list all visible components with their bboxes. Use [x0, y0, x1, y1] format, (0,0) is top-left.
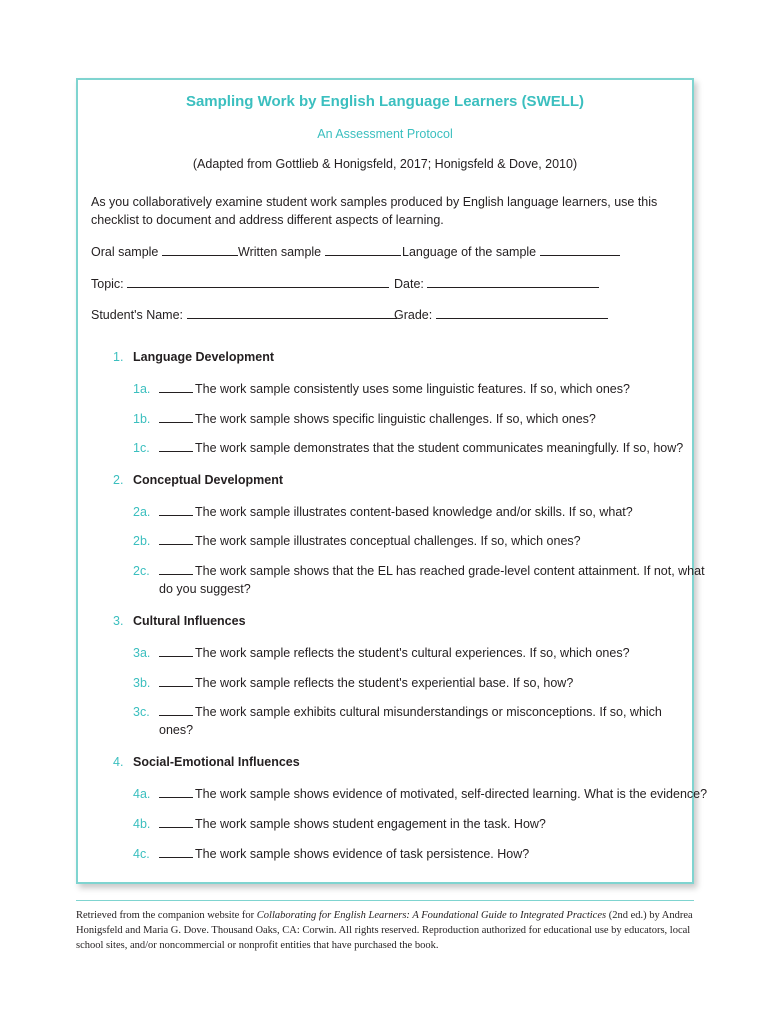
item-code: 4c. — [133, 847, 150, 861]
section-conceptual-development — [113, 473, 283, 487]
item-code: 3c. — [133, 705, 150, 719]
item-text: The work sample shows student engagement in the task. How? — [195, 817, 546, 831]
item-text-continued: ones? — [159, 723, 194, 737]
checkmark-blank[interactable] — [159, 564, 193, 575]
checklist-item-1a — [133, 380, 630, 398]
section-number: 3. — [113, 614, 124, 628]
section-title: Language Development — [133, 350, 274, 364]
checklist-item-2a — [133, 503, 633, 521]
item-code: 2b. — [133, 534, 151, 548]
oral-sample-field[interactable] — [91, 245, 238, 259]
oral-sample-label: Oral sample — [91, 245, 159, 259]
item-text: The work sample shows evidence of task persistence. How? — [195, 847, 530, 861]
instructions-paragraph: As you collaboratively examine student work samples produced by English language learners, use this checklist to document and address different aspects of learning. — [91, 195, 658, 227]
language-sample-field[interactable] — [402, 245, 620, 259]
checklist-item-4a — [133, 785, 707, 803]
item-code: 2c. — [133, 564, 150, 578]
item-code: 4b. — [133, 817, 151, 831]
topic-blank[interactable] — [127, 277, 389, 288]
footer-book-title: Collaborating for English Learners: A Foundational Guide to Integrated Practices — [256, 910, 607, 921]
language-sample-label: Language of the sample — [402, 245, 537, 259]
section-title: Cultural Influences — [133, 614, 246, 628]
item-code: 1c. — [133, 441, 150, 455]
section-number: 2. — [113, 473, 124, 487]
grade-field[interactable] — [394, 308, 608, 322]
checkmark-blank[interactable] — [159, 787, 193, 798]
footer-suffix: (2nd ed.) by Andrea Honigsfeld and Maria G. Dove. Thousand Oaks, CA: Corwin. All rights reserved. Reproduction authorized for educational use by educators, local school sites, and/or noncommercial or nonprofit entities that have purchased the book. — [76, 910, 693, 951]
item-text-continued: do you suggest? — [159, 582, 251, 596]
checkmark-blank[interactable] — [159, 847, 193, 858]
item-text: The work sample shows specific linguistic challenges. If so, which ones? — [195, 412, 596, 426]
section-social-emotional-influences — [113, 755, 300, 769]
checkmark-blank[interactable] — [159, 676, 193, 687]
checklist-item-3c — [133, 703, 662, 739]
topic-label: Topic: — [91, 277, 124, 291]
item-code: 3b. — [133, 676, 151, 690]
source-citation: (Adapted from Gottlieb & Honigsfeld, 2017; Honigsfeld & Dove, 2010) — [192, 157, 578, 171]
item-text: The work sample reflects the student's cultural experiences. If so, which ones? — [195, 646, 630, 660]
checkmark-blank[interactable] — [159, 441, 193, 452]
oral-sample-blank[interactable] — [162, 245, 238, 256]
item-text: The work sample reflects the student's experiential base. If so, how? — [195, 676, 574, 690]
document-title: Sampling Work by English Language Learners (SWELL) — [185, 93, 585, 110]
grade-blank[interactable] — [436, 308, 608, 319]
checklist-item-1b — [133, 410, 596, 428]
topic-field[interactable] — [91, 277, 389, 291]
checklist-item-4b — [133, 815, 546, 833]
item-text: The work sample shows evidence of motivated, self-directed learning. What is the evidence? — [195, 787, 708, 801]
written-sample-blank[interactable] — [325, 245, 401, 256]
date-label: Date: — [394, 277, 424, 291]
section-number: 4. — [113, 755, 124, 769]
item-code: 1b. — [133, 412, 151, 426]
student-name-label: Student's Name: — [91, 308, 184, 322]
item-text: The work sample exhibits cultural misunderstandings or misconceptions. If so, which — [195, 705, 662, 719]
checklist-item-3a — [133, 644, 630, 662]
date-blank[interactable] — [427, 277, 599, 288]
written-sample-field[interactable] — [238, 245, 401, 259]
checkmark-blank[interactable] — [159, 412, 193, 423]
checkmark-blank[interactable] — [159, 817, 193, 828]
checkmark-blank[interactable] — [159, 646, 193, 657]
item-code: 2a. — [133, 505, 151, 519]
date-field[interactable] — [394, 277, 599, 291]
checklist-item-3b — [133, 674, 573, 692]
document-subtitle: An Assessment Protocol — [317, 127, 453, 141]
copyright-footer — [76, 908, 694, 953]
section-title: Conceptual Development — [133, 473, 284, 487]
checklist-item-2b — [133, 532, 581, 550]
checkmark-blank[interactable] — [159, 505, 193, 516]
student-name-field[interactable] — [91, 308, 397, 322]
student-name-blank[interactable] — [187, 308, 397, 319]
item-text: The work sample shows that the EL has reached grade-level content attainment. If not, what — [195, 564, 705, 578]
item-text: The work sample demonstrates that the student communicates meaningfully. If so, how? — [195, 441, 684, 455]
item-text: The work sample consistently uses some linguistic features. If so, which ones? — [195, 382, 630, 396]
item-text: The work sample illustrates content-based knowledge and/or skills. If so, what? — [195, 505, 633, 519]
item-code: 1a. — [133, 382, 151, 396]
section-title: Social-Emotional Influences — [133, 755, 300, 769]
section-number: 1. — [113, 350, 124, 364]
checklist-item-1c — [133, 439, 683, 457]
item-text: The work sample illustrates conceptual challenges. If so, which ones? — [195, 534, 581, 548]
checklist-item-4c — [133, 845, 529, 863]
section-cultural-influences — [113, 614, 246, 628]
footer-prefix: Retrieved from the companion website for — [76, 910, 257, 921]
checkmark-blank[interactable] — [159, 534, 193, 545]
written-sample-label: Written sample — [238, 245, 322, 259]
checkmark-blank[interactable] — [159, 382, 193, 393]
item-code: 4a. — [133, 787, 151, 801]
item-code: 3a. — [133, 646, 151, 660]
footer-divider — [76, 900, 694, 901]
grade-label: Grade: — [394, 308, 433, 322]
checklist-item-2c — [133, 562, 705, 598]
checkmark-blank[interactable] — [159, 705, 193, 716]
section-language-development — [113, 350, 274, 364]
language-sample-blank[interactable] — [540, 245, 620, 256]
